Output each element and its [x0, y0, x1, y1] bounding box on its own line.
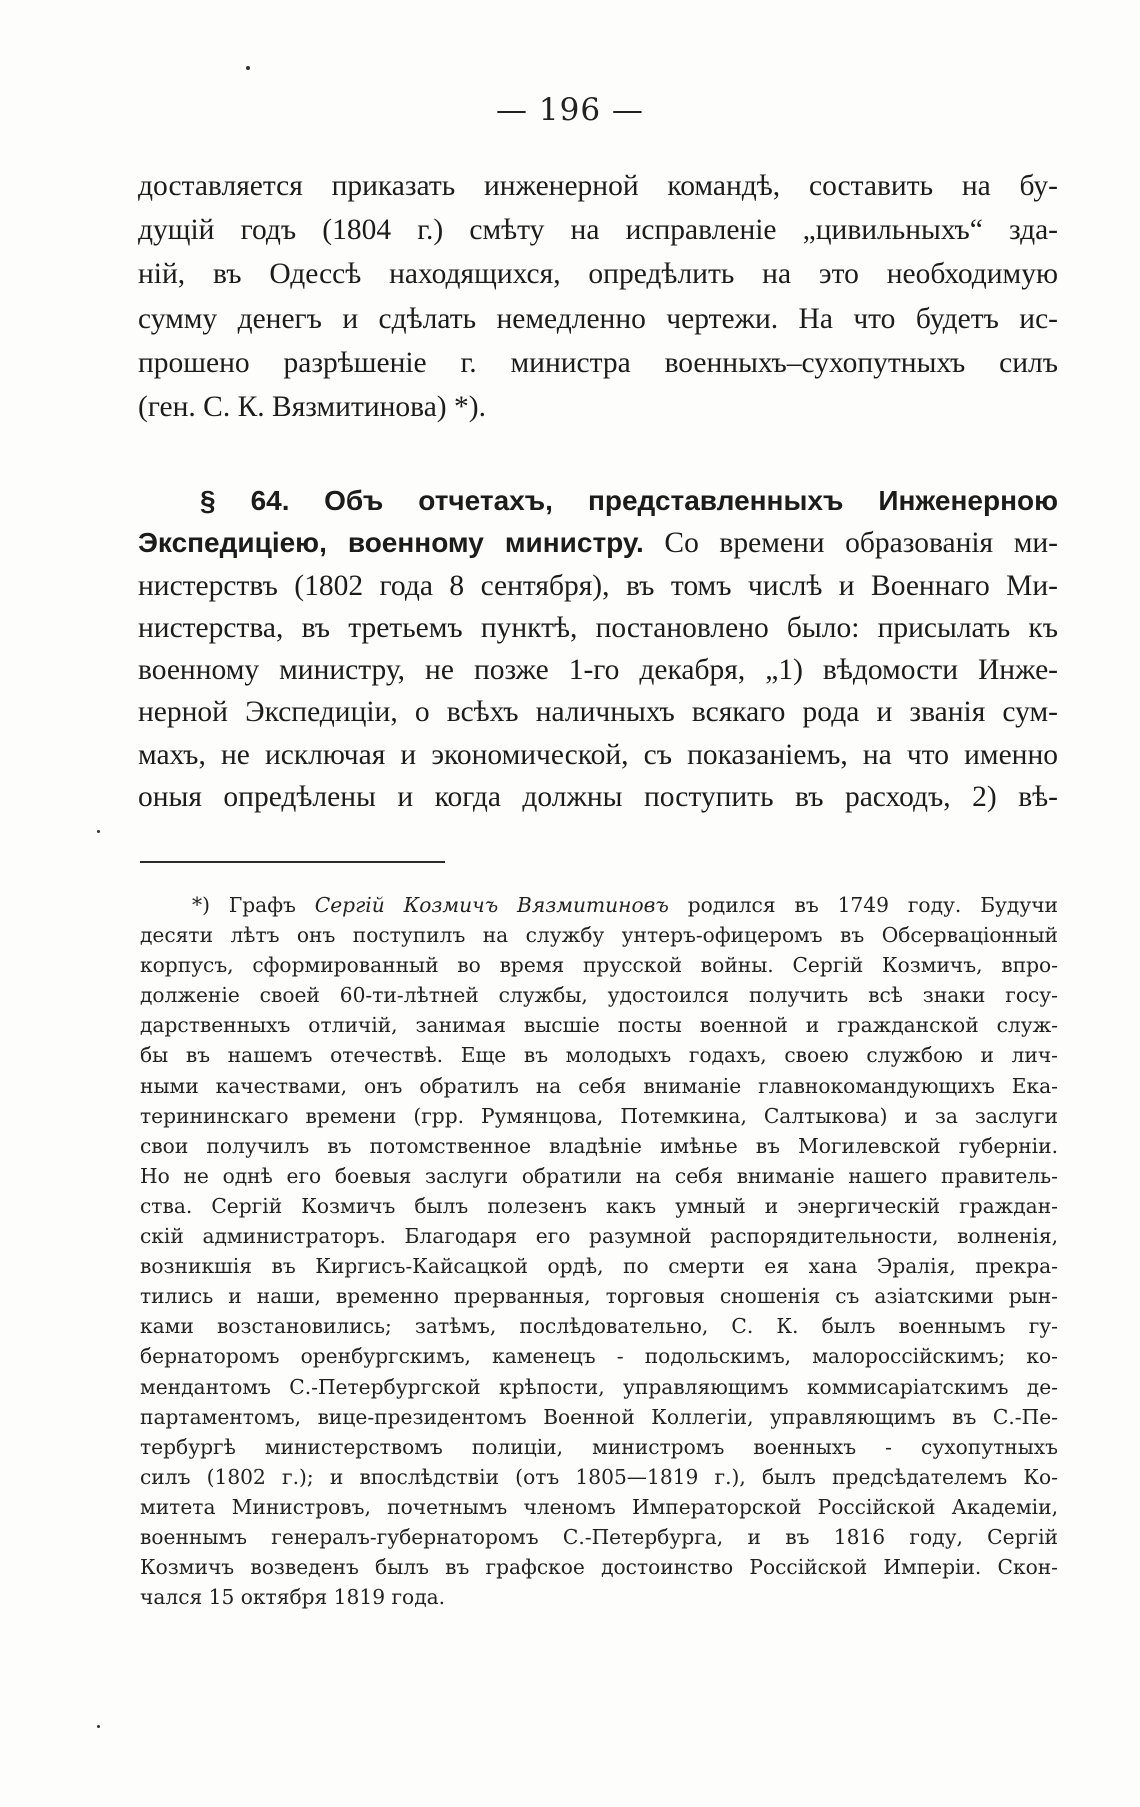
footnote-line: ства. Сергій Козмичъ былъ полезенъ какъ умный и энергическій граждан- [140, 1193, 1058, 1218]
footnote-line: возникшія въ Киргисъ-Кайсацкой ордѣ, по смерти ея хана Эралія, прекра- [140, 1254, 1058, 1279]
section-text-start: Со времени образованія ми- [664, 527, 1058, 560]
footnote-first-line [140, 890, 1058, 920]
print-speck [246, 66, 250, 70]
footnote-line: десяти лѣтъ онъ поступилъ на службу унтеръ-офицеромъ въ Обсерваціонный [140, 923, 1058, 948]
page-number: — 196 — [496, 92, 644, 128]
text-line: прошено разрѣшеніе г. министра военныхъ–сухопутныхъ силъ [138, 346, 1058, 379]
footnote-line: военнымъ генералъ-губернаторомъ С.-Петербурга, и въ 1816 году, Сергій [140, 1524, 1058, 1549]
section-title-part-1: Объ отчетахъ, представленныхъ Инженерною [324, 485, 1058, 516]
print-speck [97, 1725, 100, 1728]
section-number: § 64. [200, 485, 290, 516]
footnote-person-name: Сергій Козмичъ Вязмитиновъ [314, 893, 669, 917]
footnote-line: терининскаго времени (грр. Румянцова, Потемкина, Салтыкова) и за заслуги [140, 1103, 1058, 1128]
footnote-line: тились и наши, временно прерванныя, торговыя сношенія съ азіатскими рын- [140, 1284, 1058, 1309]
footnote [140, 890, 1058, 1612]
section-64 [138, 480, 1058, 818]
footnote-line: силъ (1802 г.); и впослѣдствіи (отъ 1805—1819 г.), былъ предсѣдателемъ Ко- [140, 1464, 1058, 1489]
footnote-line: долженіе своей 60-ти-лѣтней службы, удостоился получить всѣ знаки госу- [140, 983, 1058, 1008]
section-heading-line [138, 480, 1058, 522]
footnote-line: Но не однѣ его боевыя заслуги обратили на себя вниманіе нашего правитель- [140, 1163, 1058, 1188]
section-title-part-2: Экспедиціею, военному министру. [138, 527, 644, 559]
footnote-line: бернаторомъ оренбургскимъ, каменецъ - подольскимъ, малороссійскимъ; ко- [140, 1344, 1058, 1369]
paragraph-continued [138, 164, 1058, 429]
text-line: оныя опредѣлены и когда должны поступить въ расходъ, 2) вѣ- [138, 781, 1058, 814]
footnote-line: дарственныхъ отличій, занимая высшіе посты военной и гражданской служ- [140, 1013, 1058, 1038]
footnote-line: партаментомъ, вице-президентомъ Военной Коллегіи, управляющимъ въ С.-Пе- [140, 1404, 1058, 1429]
footnote-divider [140, 861, 445, 863]
footnote-line: бы въ нашемъ отечествѣ. Еще въ молодыхъ годахъ, своею службою и лич- [140, 1043, 1058, 1068]
text-line: нерной Экспедиціи, о всѣхъ наличныхъ всякаго рода и званія сум- [138, 696, 1058, 729]
footnote-line: ными качествами, онъ обратилъ на себя вниманіе главнокомандующихъ Ека- [140, 1073, 1058, 1098]
footnote-line: тербургѣ министерствомъ полиціи, министромъ военныхъ - сухопутныхъ [140, 1434, 1058, 1459]
footnote-line: Козмичъ возведенъ былъ въ графское достоинство Россійской Имперіи. Скон- [140, 1555, 1058, 1580]
footnote-line: корпусъ, сформированный во время прусской войны. Сергій Козмичъ, впро- [140, 953, 1058, 978]
text-line: ній, въ Одессѣ находящихся, опредѣлить на это необходимую [138, 258, 1058, 291]
footnote-first-text: родился въ 1749 году. Будучи [687, 893, 1059, 917]
text-line: (ген. С. К. Вязмитинова) *). [138, 390, 486, 423]
footnote-line: свои получилъ въ потомственное владѣніе имѣнье въ Могилевской губерніи. [140, 1133, 1058, 1158]
text-line: нистерства, въ третьемъ пунктѣ, постановлено было: присылать къ [138, 611, 1058, 644]
footnote-marker-text: *) Графъ [192, 893, 296, 917]
text-line: дущій годъ (1804 г.) смѣту на исправленіе „цивильныхъ“ зда- [138, 214, 1058, 247]
text-line: нистерствъ (1802 года 8 сентября), въ томъ числѣ и Военнаго Ми- [138, 569, 1058, 602]
print-speck [97, 830, 100, 833]
footnote-line: чался 15 октября 1819 года. [140, 1585, 446, 1610]
section-heading-line-2 [138, 522, 1058, 564]
text-line: махъ, не исключая и экономической, съ показаніемъ, на что именно [138, 738, 1058, 771]
footnote-line: мендантомъ С.-Петербургской крѣпости, управляющимъ коммисаріатскимъ де- [140, 1374, 1058, 1399]
footnote-line: ками возстановились; затѣмъ, послѣдовательно, С. К. былъ военнымъ гу- [140, 1314, 1058, 1339]
text-line: военному министру, не позже 1-го декабря, „1) вѣдомости Инже- [138, 654, 1058, 687]
text-line: доставляется приказать инженерной командѣ, составить на бу- [138, 170, 1058, 202]
footnote-line: митета Министровъ, почетнымъ членомъ Императорской Россійской Академіи, [140, 1494, 1058, 1519]
text-line: сумму денегъ и сдѣлать немедленно чертежи. На что будетъ ис- [138, 302, 1058, 335]
footnote-line: скій администраторъ. Благодаря его разумной распорядительности, волненія, [140, 1224, 1058, 1249]
